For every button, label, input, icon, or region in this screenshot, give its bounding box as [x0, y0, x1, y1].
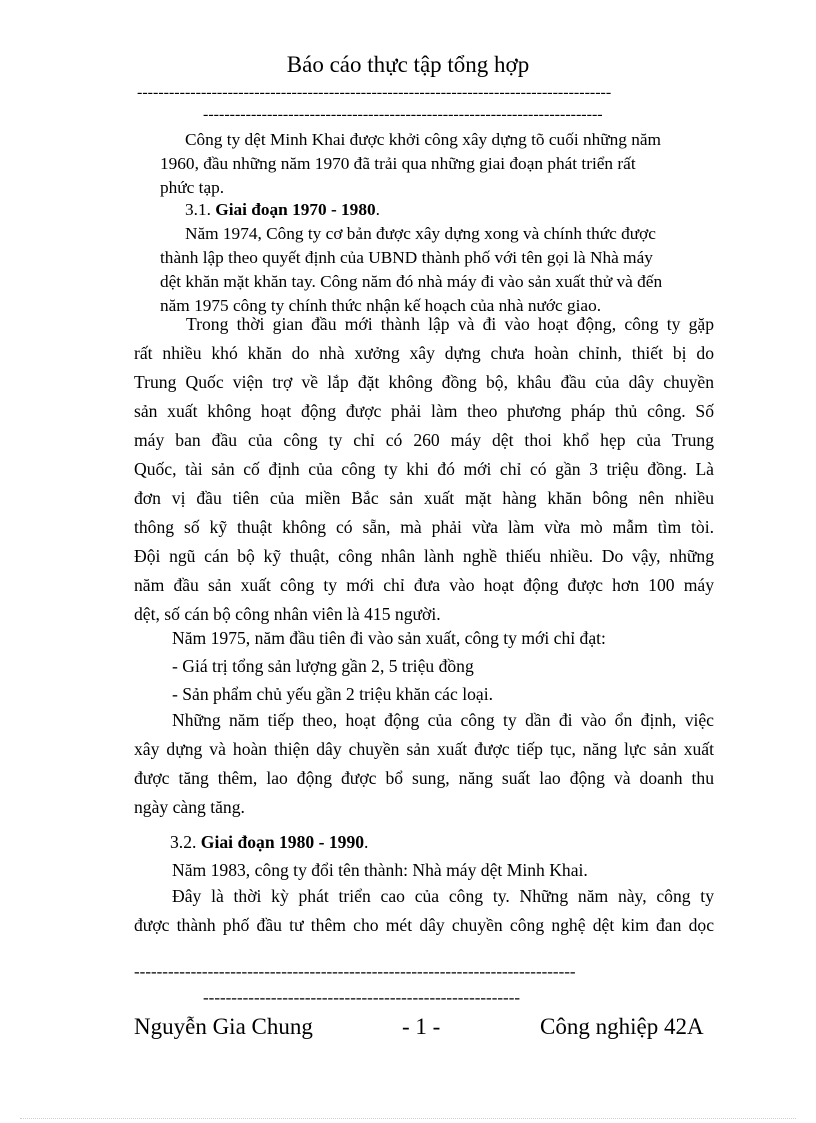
header-rule-top: ----------------------------------------------------------------------------------------- [137, 84, 612, 101]
para4-line: xây dựng và hoàn thiện dây chuyền sản xuất được tiếp tục, năng lực sản xuất [134, 739, 714, 759]
para2-line: Quốc, tài sản cố định của công ty khi đó mới chỉ có gần 3 triệu đồng. Là [134, 459, 714, 479]
header-title: Báo cáo thực tập tổng hợp [286, 52, 530, 77]
para1-line-4: năm 1975 công ty chính thức nhận kế hoạch của nhà nước giao. [160, 296, 602, 315]
para2-line: máy ban đầu của công ty chỉ có 260 máy dệt thoi khổ hẹp của Trung [134, 430, 714, 450]
para5: Năm 1983, công ty đổi tên thành: Nhà máy dệt Minh Khai. [172, 860, 588, 880]
intro-line-2: 1960, đầu những năm 1970 đã trải qua những giai đoạn phát triển rất [160, 154, 636, 173]
para2-line: Trung Quốc viện trợ về lắp đặt không đồng bộ, khâu đầu của dây chuyền [134, 372, 714, 392]
para4-line: Những năm tiếp theo, hoạt động của công ty dần đi vào ổn định, việc [172, 710, 714, 730]
para2-line: năm đầu sản xuất công ty mới chỉ đưa vào hoạt động được hơn 100 máy [134, 575, 714, 595]
para2-line: thông số kỹ thuật không có sẵn, mà phải vừa làm vừa mò mẫm tìm tòi. [134, 517, 714, 537]
para4-line: ngày càng tăng. [134, 797, 245, 817]
intro-line-1: Công ty dệt Minh Khai được khởi công xây dựng tõ cuối những năm [185, 130, 661, 149]
footer-rule-top: ------------------------------------------------------------------------------ [134, 962, 576, 981]
para6-line: được thành phố đầu tư thêm cho mét dây chuyền công nghệ dệt kim đan dọc [134, 915, 714, 935]
footer-class: Công nghiệp 42A [540, 1014, 704, 1039]
para2-line: sản xuất không hoạt động được phải làm theo phương pháp thủ công. Số [134, 401, 714, 421]
para6 [134, 882, 714, 940]
para2-line: đơn vị đầu tiên của miền Bắc sản xuất mặt hàng khăn bông nên nhiều [134, 488, 714, 508]
footer-rule-second: -------------------------------------------------------- [203, 988, 521, 1007]
para2 [134, 310, 714, 629]
para2-line: dệt, số cán bộ công nhân viên là 415 người. [134, 604, 441, 624]
footer-author: Nguyễn Gia Chung [134, 1014, 313, 1039]
footer-page-number: - 1 - [402, 1014, 441, 1039]
para4-line: được tăng thêm, lao động được bổ sung, năng suất lao động và doanh thu [134, 768, 714, 788]
section-number: 3.1. [185, 200, 216, 219]
section-heading-3-2: 3.2. Giai đoạn 1980 - 1990. [170, 832, 369, 852]
para3: Năm 1975, năm đầu tiên đi vào sản xuất, công ty mới chỉ đạt: [172, 628, 606, 648]
section-number: 3.2. [170, 832, 201, 852]
section-heading-3-1: 3.1. Giai đoạn 1970 - 1980. [185, 200, 380, 219]
bullet-2: - Sản phẩm chủ yếu gần 2 triệu khăn các loại. [172, 684, 493, 704]
intro-line-3: phức tạp. [160, 178, 225, 197]
bullet-1: - Giá trị tổng sản lượng gần 2, 5 triệu đồng [172, 656, 474, 676]
para2-line: Đội ngũ cán bộ kỹ thuật, công nhân lành nghề thiếu nhiều. Do vậy, những [134, 546, 714, 566]
para6-line: Đây là thời kỳ phát triển cao của công ty. Những năm này, công ty [172, 886, 714, 906]
page-edge-divider [20, 1118, 796, 1119]
para1-line-2: thành lập theo quyết định của UBND thành phố với tên gọi là Nhà máy [160, 248, 653, 267]
para1-line-3: dệt khăn mặt khăn tay. Công năm đó nhà máy đi vào sản xuất thử và đến [160, 272, 663, 291]
para2-line: rất nhiều khó khăn do nhà xưởng xây dựng chưa hoàn chỉnh, thiết bị do [134, 343, 714, 363]
section-title: Giai đoạn 1970 - 1980 [215, 200, 376, 219]
header-rule-second: --------------------------------------------------------------------------- [203, 106, 603, 123]
para2-line: Trong thời gian đầu mới thành lập và đi vào hoạt động, công ty gặp [186, 314, 714, 334]
para1-line-1: Năm 1974, Công ty cơ bản được xây dựng xong và chính thức được [185, 224, 656, 243]
section-title: Giai đoạn 1980 - 1990 [200, 832, 365, 852]
para4 [134, 706, 714, 822]
